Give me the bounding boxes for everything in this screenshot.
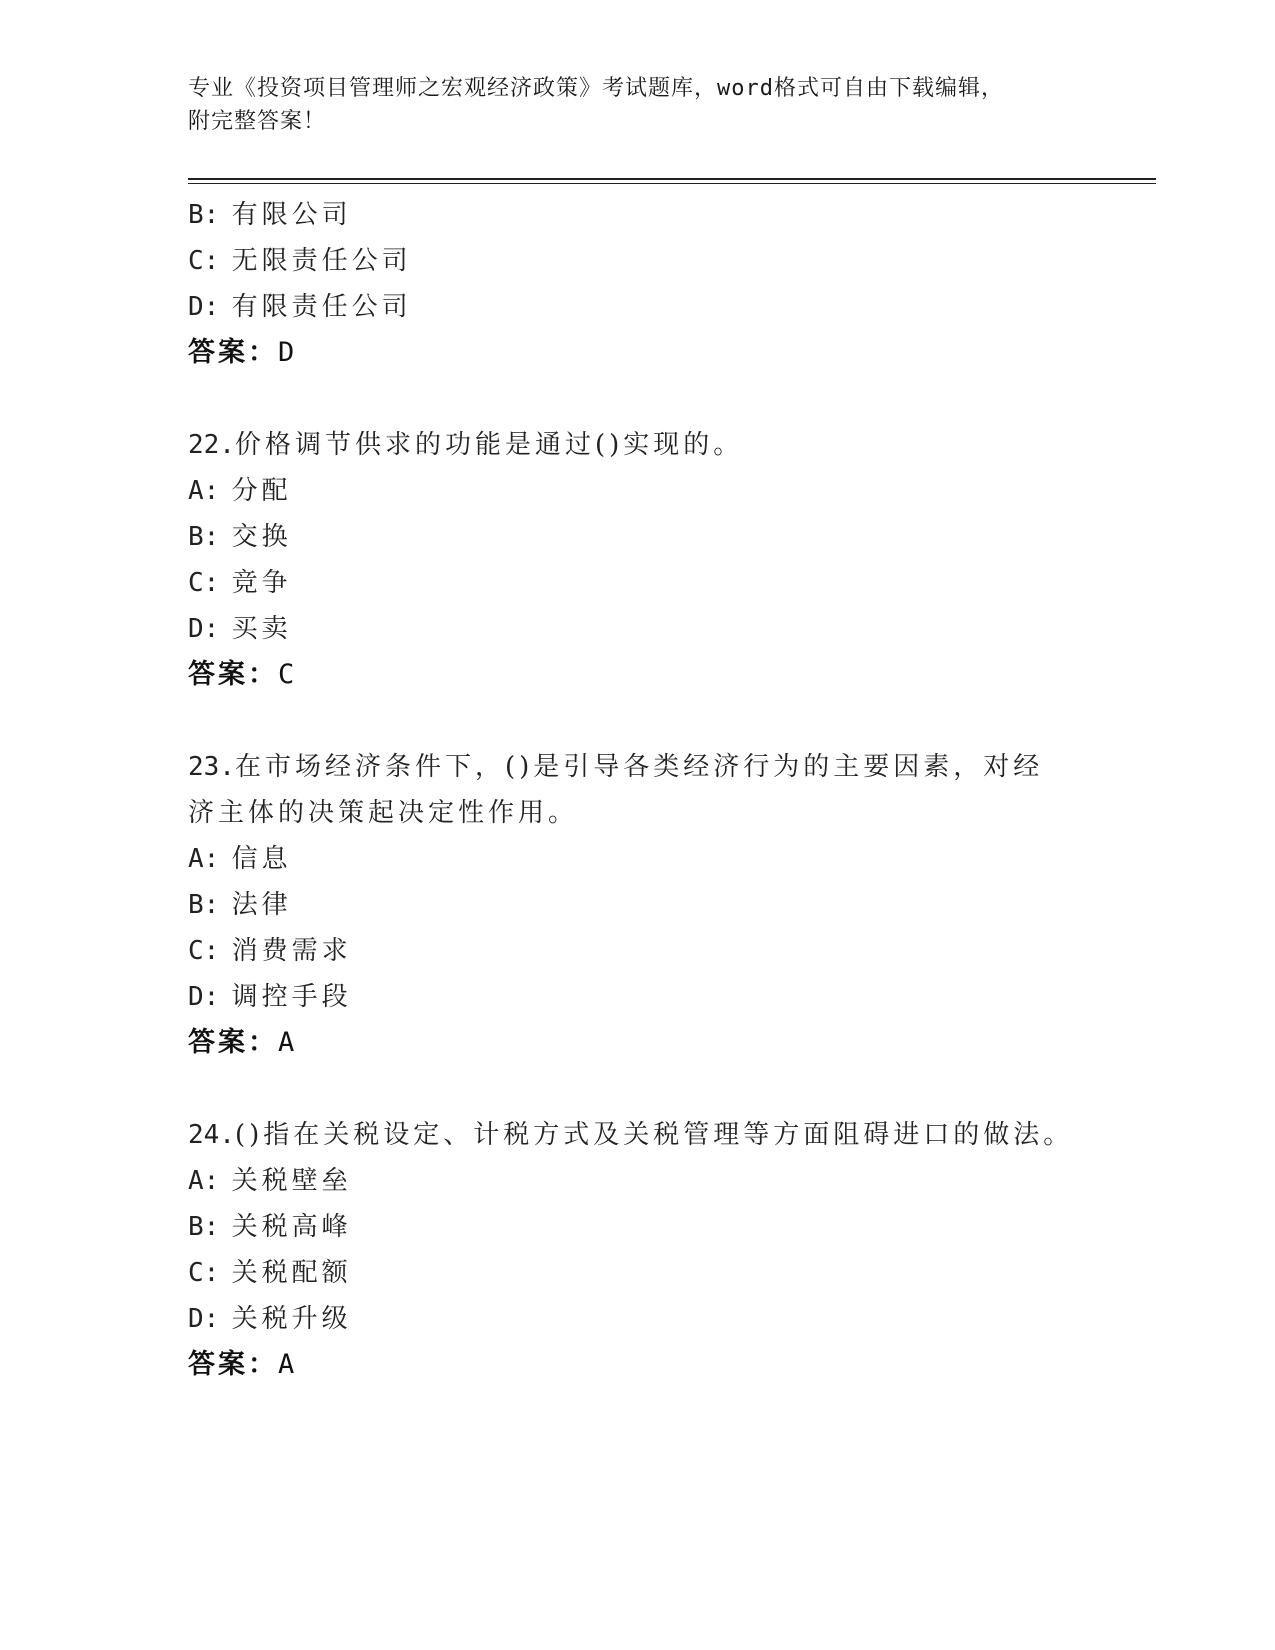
option-text: 买卖 xyxy=(231,614,292,644)
header-line-2: 附完整答案！ xyxy=(188,109,327,134)
option-letter: C: xyxy=(188,1258,220,1288)
option-a xyxy=(188,468,1088,514)
option-text: 消费需求 xyxy=(231,936,352,966)
document-header xyxy=(188,72,1088,138)
option-letter: D: xyxy=(188,1304,220,1334)
option-c xyxy=(188,928,1088,974)
option-letter: A: xyxy=(188,476,220,506)
option-d xyxy=(188,1296,1088,1342)
question-body: 价格调节供求的功能是通过()实现的。 xyxy=(234,430,744,460)
answer-value: A xyxy=(278,1027,298,1058)
header-line-1: 专业《投资项目管理师之宏观经济政策》考试题库，word格式可自由下载编辑， xyxy=(188,76,1004,101)
option-letter: D: xyxy=(188,614,220,644)
question-22 xyxy=(188,422,1088,698)
answer-line xyxy=(188,652,1088,698)
question-text xyxy=(188,1112,1088,1158)
question-number: 24. xyxy=(188,1120,235,1150)
answer-value: C xyxy=(278,659,298,690)
option-d xyxy=(188,606,1088,652)
option-d xyxy=(188,284,1088,330)
option-c xyxy=(188,1250,1088,1296)
option-text: 竞争 xyxy=(231,568,292,598)
question-text xyxy=(188,422,1088,468)
option-c xyxy=(188,560,1088,606)
option-letter: D: xyxy=(188,292,220,322)
question-body: ()指在关税设定、计税方式及关税管理等方面阻碍进口的做法。 xyxy=(234,1120,1074,1150)
option-letter: D: xyxy=(188,982,220,1012)
option-text: 无限责任公司 xyxy=(231,246,412,276)
question-number: 23. xyxy=(188,752,235,782)
option-a xyxy=(188,836,1088,882)
option-a xyxy=(188,1158,1088,1204)
header-divider-thin xyxy=(188,183,1156,184)
answer-value: A xyxy=(278,1349,298,1380)
answer-label: 答案： xyxy=(188,1027,278,1058)
option-text: 调控手段 xyxy=(231,982,352,1012)
question-23 xyxy=(188,744,1088,1066)
answer-line xyxy=(188,1020,1088,1066)
option-letter: B: xyxy=(188,890,220,920)
option-text: 有限责任公司 xyxy=(231,292,412,322)
option-letter: C: xyxy=(188,936,220,966)
question-21-continued xyxy=(188,192,1088,376)
option-letter: B: xyxy=(188,522,220,552)
option-text: 法律 xyxy=(231,890,292,920)
option-text: 关税高峰 xyxy=(231,1212,352,1242)
option-c xyxy=(188,238,1088,284)
question-list xyxy=(188,192,1088,1388)
question-body: 在市场经济条件下，()是引导各类经济行为的主要因素，对经济主体的决策起决定性作用。 xyxy=(188,752,1044,828)
answer-label: 答案： xyxy=(188,337,278,368)
option-b xyxy=(188,882,1088,928)
option-text: 信息 xyxy=(231,844,292,874)
option-text: 有限公司 xyxy=(231,200,352,230)
option-letter: A: xyxy=(188,844,220,874)
option-letter: C: xyxy=(188,246,220,276)
option-b xyxy=(188,192,1088,238)
answer-label: 答案： xyxy=(188,659,278,690)
header-divider-thick xyxy=(188,178,1156,180)
answer-value: D xyxy=(278,337,298,368)
option-text: 关税壁垒 xyxy=(231,1166,352,1196)
option-letter: A: xyxy=(188,1166,220,1196)
option-d xyxy=(188,974,1088,1020)
answer-line xyxy=(188,1342,1088,1388)
option-text: 关税升级 xyxy=(231,1304,352,1334)
option-letter: C: xyxy=(188,568,220,598)
option-b xyxy=(188,514,1088,560)
option-text: 分配 xyxy=(231,476,292,506)
option-letter: B: xyxy=(188,200,220,230)
option-text: 关税配额 xyxy=(231,1258,352,1288)
question-text xyxy=(188,744,1048,836)
answer-line xyxy=(188,330,1088,376)
answer-label: 答案： xyxy=(188,1349,278,1380)
question-number: 22. xyxy=(188,430,235,460)
option-text: 交换 xyxy=(231,522,292,552)
option-letter: B: xyxy=(188,1212,220,1242)
option-b xyxy=(188,1204,1088,1250)
question-24 xyxy=(188,1112,1088,1388)
